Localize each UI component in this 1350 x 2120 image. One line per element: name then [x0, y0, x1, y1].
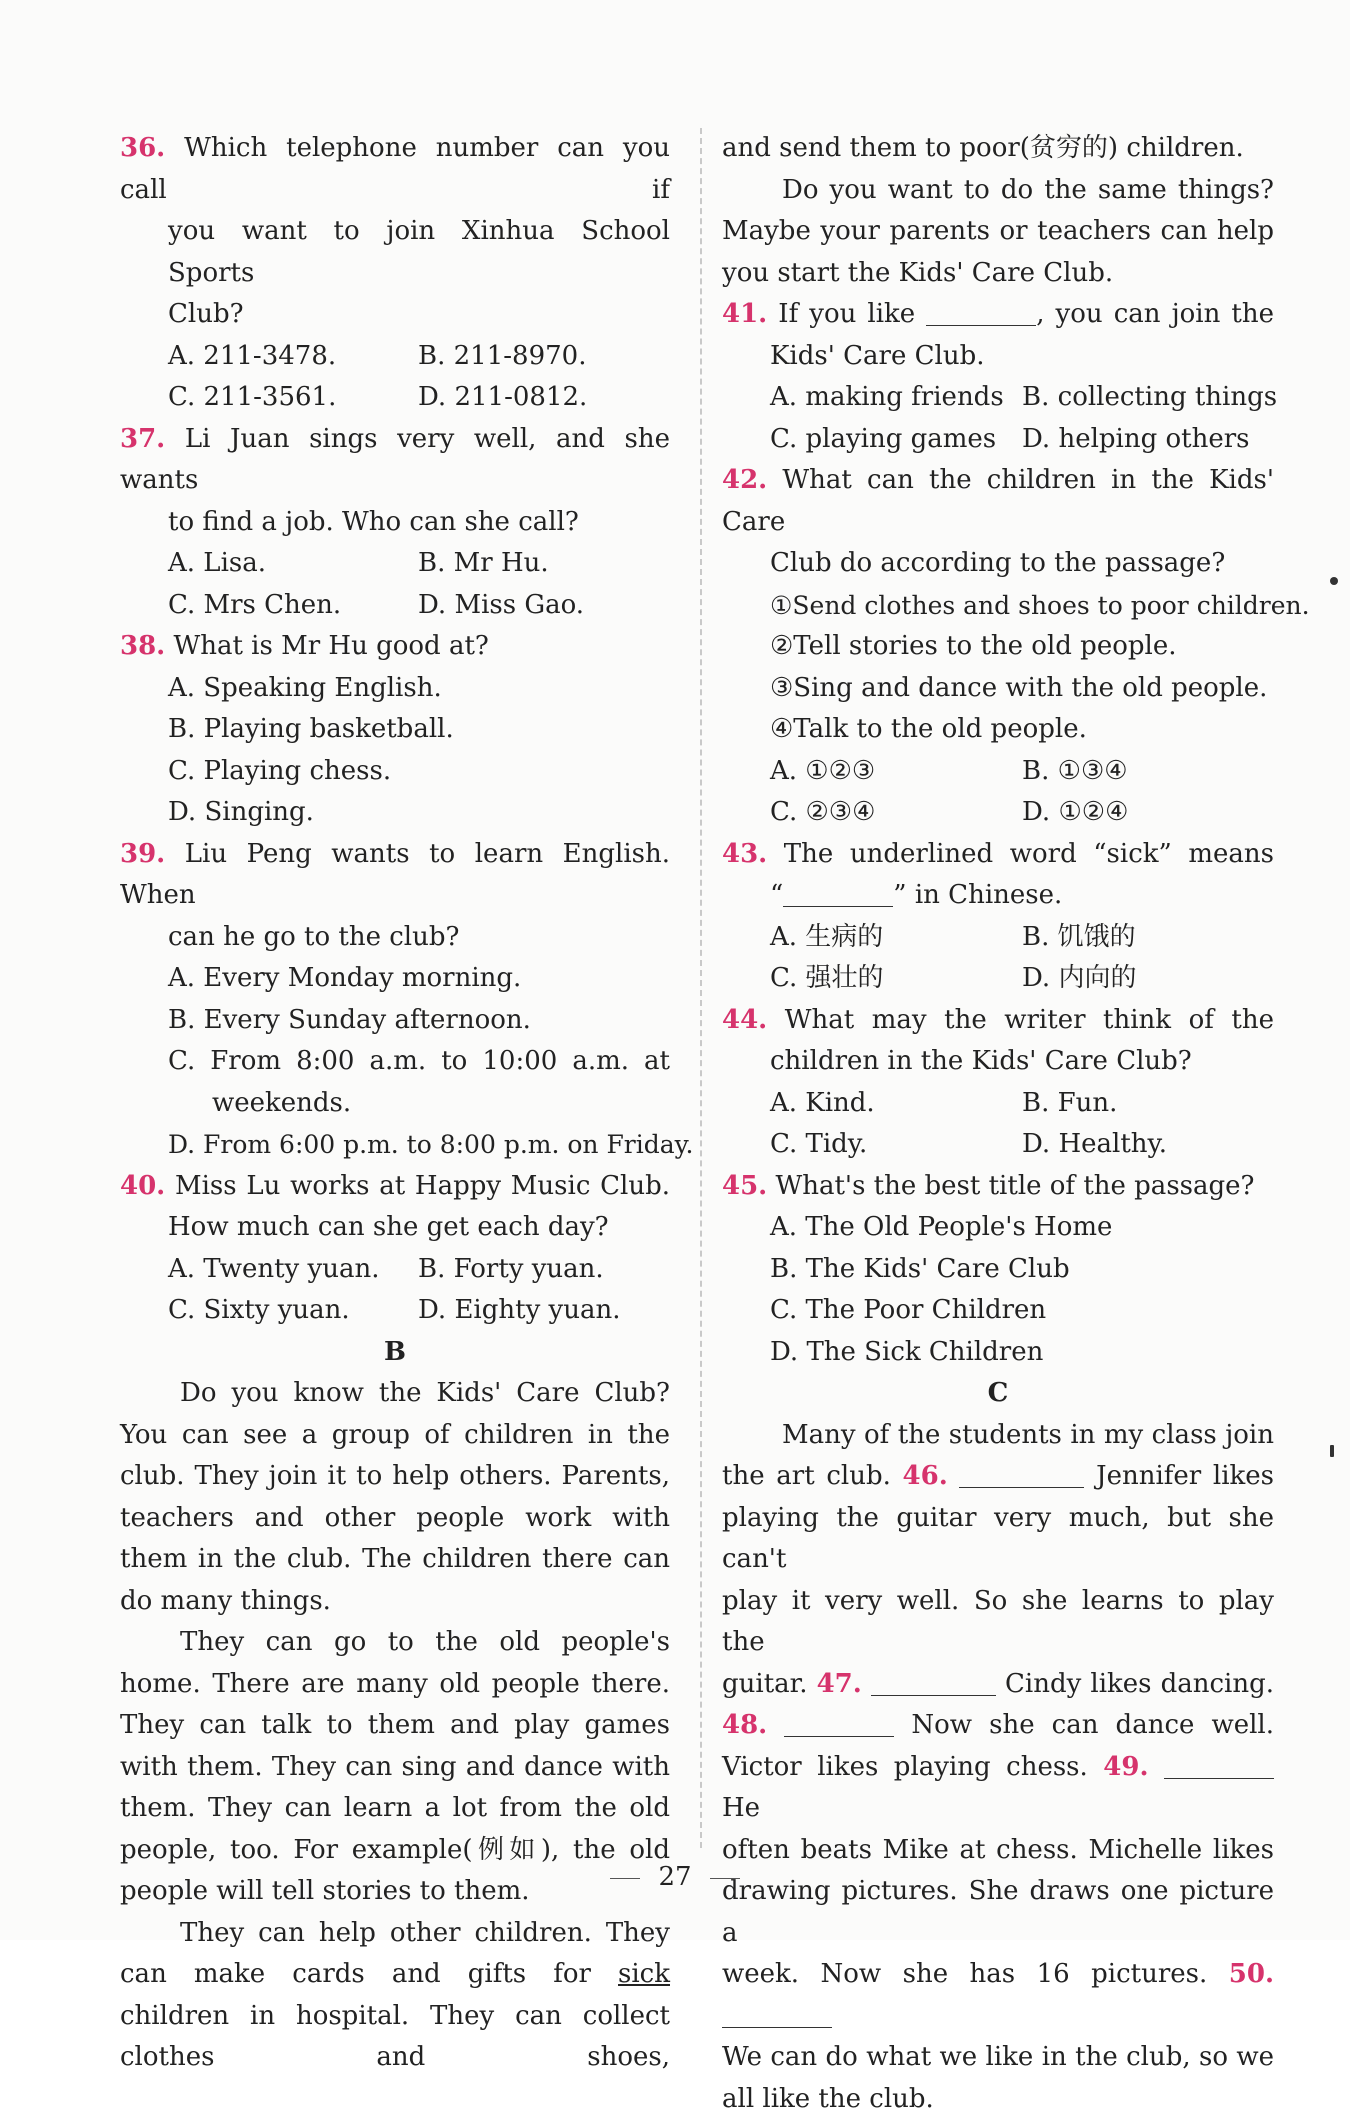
- option-c[interactable]: C. Playing chess.: [120, 751, 670, 793]
- passage-paragraph: Do you want to do the same things? Maybe your parents or teachers can help you start the Kids' Care Club.: [722, 170, 1274, 295]
- question-text: What is Mr Hu good at?: [174, 631, 489, 661]
- passage-text: the art club.: [722, 1461, 891, 1491]
- question-37: [120, 419, 670, 627]
- question-text: What's the best title of the passage?: [776, 1171, 1255, 1201]
- option-d[interactable]: D. From 6:00 p.m. to 8:00 p.m. on Friday.: [120, 1124, 670, 1166]
- question-number: 42.: [722, 465, 767, 495]
- question-text: , you can join the: [1036, 299, 1274, 329]
- question-number: 39.: [120, 839, 165, 869]
- option-d[interactable]: D. helping others: [1022, 419, 1274, 461]
- passage-text: Cindy likes dancing.: [1005, 1669, 1274, 1699]
- answer-blank-49[interactable]: [1164, 1752, 1274, 1779]
- question-text: Which telephone number can you call if: [120, 133, 670, 205]
- question-text: Club do according to the passage?: [722, 543, 1274, 585]
- passage-continued: and send them to poor(贫穷的) children.: [722, 128, 1274, 170]
- option-b[interactable]: B. Forty yuan.: [418, 1249, 668, 1291]
- option-a[interactable]: A. 211-3478.: [168, 336, 418, 378]
- section-heading-c: C: [722, 1373, 1274, 1415]
- option-d[interactable]: D. Miss Gao.: [418, 585, 668, 627]
- question-text: can he go to the club?: [120, 917, 670, 959]
- option-a[interactable]: A. making friends: [770, 377, 1022, 419]
- answer-blank[interactable]: [926, 299, 1036, 326]
- question-text: children in the Kids' Care Club?: [722, 1041, 1274, 1083]
- passage-text: Victor likes playing chess.: [722, 1752, 1088, 1782]
- passage-text: They can help other children. They can make cards and gifts for: [120, 1918, 670, 1990]
- blank-number-47: 47.: [817, 1669, 862, 1699]
- question-42: [722, 460, 1274, 834]
- passage-text: children in hospital. They can collect clothes and shoes,: [120, 2001, 670, 2073]
- question-number: 40.: [120, 1171, 165, 1201]
- answer-blank-50[interactable]: [722, 2001, 832, 2028]
- option-b[interactable]: B. Playing basketball.: [120, 709, 670, 751]
- option-b[interactable]: B. Fun.: [1022, 1083, 1274, 1125]
- column-divider: [700, 128, 702, 1848]
- statement-3: ③Sing and dance with the old people.: [722, 668, 1274, 710]
- option-d[interactable]: D. Eighty yuan.: [418, 1290, 668, 1332]
- option-c-continued: weekends.: [120, 1083, 670, 1125]
- underlined-word: sick: [618, 1959, 670, 1989]
- option-c[interactable]: C. ②③④: [770, 792, 1022, 834]
- answer-blank-48[interactable]: [784, 1710, 894, 1737]
- question-40: [120, 1166, 670, 1332]
- option-d[interactable]: D. 211-0812.: [418, 377, 668, 419]
- question-text: Miss Lu works at Happy Music Club.: [175, 1171, 670, 1201]
- question-36: [120, 128, 670, 419]
- option-d[interactable]: D. 内向的: [1022, 958, 1274, 1000]
- question-38: [120, 626, 670, 834]
- passage-paragraph: Do you know the Kids' Care Club? You can see a group of children in the club. They join it to help others. Parents, teachers and other people work with them in the club. The children there can do many things.: [120, 1373, 670, 1622]
- passage-text: Many of the students in my class join: [722, 1415, 1274, 1457]
- question-number: 37.: [120, 424, 165, 454]
- statement-2: ②Tell stories to the old people.: [722, 626, 1274, 668]
- passage-b: [120, 1373, 670, 2079]
- passage-text: We can do what we like in the club, so we: [722, 2037, 1274, 2079]
- blank-number-49: 49.: [1103, 1752, 1148, 1782]
- passage-text: guitar.: [722, 1669, 808, 1699]
- option-a[interactable]: A. Every Monday morning.: [120, 958, 670, 1000]
- option-b[interactable]: B. collecting things: [1022, 377, 1277, 419]
- question-text: How much can she get each day?: [120, 1207, 670, 1249]
- passage-text: He: [722, 1793, 760, 1823]
- question-text: Club?: [120, 294, 670, 336]
- question-text: to find a job. Who can she call?: [120, 502, 670, 544]
- question-text: If you like: [778, 299, 915, 329]
- option-c[interactable]: C. 211-3561.: [168, 377, 418, 419]
- option-b[interactable]: B. Mr Hu.: [418, 543, 668, 585]
- option-a[interactable]: A. The Old People's Home: [722, 1207, 1274, 1249]
- option-d[interactable]: D. Healthy.: [1022, 1124, 1274, 1166]
- left-column: [120, 128, 670, 2079]
- passage-text: all like the club.: [722, 2079, 1274, 2120]
- option-b[interactable]: B. ①③④: [1022, 751, 1274, 793]
- question-text: What can the children in the Kids' Care: [722, 465, 1274, 537]
- blank-number-46: 46.: [903, 1461, 948, 1491]
- blank-number-50: 50.: [1229, 1959, 1274, 1989]
- question-number: 45.: [722, 1171, 767, 1201]
- question-number: 43.: [722, 839, 767, 869]
- option-c[interactable]: C. playing games: [770, 419, 1022, 461]
- quote-mark: “: [770, 880, 783, 910]
- option-d[interactable]: D. ①②④: [1022, 792, 1274, 834]
- question-44: [722, 1000, 1274, 1166]
- option-a[interactable]: A. Lisa.: [168, 543, 418, 585]
- answer-blank-47[interactable]: [871, 1669, 996, 1696]
- option-c[interactable]: C. 强壮的: [770, 958, 1022, 1000]
- question-45: [722, 1166, 1274, 1374]
- page-number-footer: [0, 1862, 1350, 1892]
- footer-dash: [710, 1878, 740, 1879]
- passage-text: playing the guitar very much, but she can't: [722, 1498, 1274, 1581]
- option-c[interactable]: C. The Poor Children: [722, 1290, 1274, 1332]
- statement-4: ④Talk to the old people.: [722, 709, 1274, 751]
- question-43: [722, 834, 1274, 1000]
- option-b[interactable]: B. The Kids' Care Club: [722, 1249, 1274, 1291]
- option-d[interactable]: D. Singing.: [120, 792, 670, 834]
- question-number: 44.: [722, 1005, 767, 1035]
- question-text: Liu Peng wants to learn English. When: [120, 839, 670, 911]
- option-a[interactable]: A. Speaking English.: [120, 668, 670, 710]
- question-text: ” in Chinese.: [893, 880, 1062, 910]
- margin-mark: [1330, 577, 1338, 585]
- question-number: 38.: [120, 631, 165, 661]
- question-39: [120, 834, 670, 1166]
- question-text: The underlined word “sick” means: [784, 839, 1274, 869]
- page-number: 27: [658, 1862, 691, 1892]
- answer-blank-46[interactable]: [959, 1461, 1084, 1488]
- option-c[interactable]: C. Tidy.: [770, 1124, 1022, 1166]
- option-d[interactable]: D. The Sick Children: [722, 1332, 1274, 1374]
- blank-number-48: 48.: [722, 1710, 767, 1740]
- margin-mark: [1330, 1445, 1334, 1457]
- passage-paragraph: [120, 1913, 670, 2079]
- option-a[interactable]: A. 生病的: [770, 917, 1022, 959]
- question-text: you want to join Xinhua School Sports: [120, 211, 670, 294]
- option-b[interactable]: B. 饥饿的: [1022, 917, 1274, 959]
- section-heading-b: B: [120, 1332, 670, 1374]
- option-c[interactable]: C. Sixty yuan.: [168, 1290, 418, 1332]
- passage-c: [722, 1415, 1274, 2120]
- option-a[interactable]: A. Twenty yuan.: [168, 1249, 418, 1291]
- option-c[interactable]: C. Mrs Chen.: [168, 585, 418, 627]
- option-b[interactable]: B. 211-8970.: [418, 336, 668, 378]
- question-text: Kids' Care Club.: [722, 336, 1274, 378]
- option-b[interactable]: B. Every Sunday afternoon.: [120, 1000, 670, 1042]
- statement-1: ①Send clothes and shoes to poor children.: [722, 585, 1274, 627]
- option-c[interactable]: C. From 8:00 a.m. to 10:00 a.m. at: [120, 1041, 670, 1083]
- option-a[interactable]: A. ①②③: [770, 751, 1022, 793]
- question-41: [722, 294, 1274, 460]
- passage-text: drawing pictures. She draws one picture a: [722, 1871, 1274, 1954]
- question-text: Li Juan sings very well, and she wants: [120, 424, 670, 496]
- footer-dash: [610, 1878, 640, 1879]
- passage-paragraph: They can go to the old people's home. There are many old people there. They can talk to them and play games with them. They can sing and dance with them. They can learn a lot from the old people, too. For example(例如), the old people will tell stories to them.: [120, 1622, 670, 1913]
- question-number: 36.: [120, 133, 165, 163]
- question-number: 41.: [722, 299, 767, 329]
- passage-text: play it very well. So she learns to play the: [722, 1581, 1274, 1664]
- passage-text: often beats Mike at chess. Michelle likes: [722, 1830, 1274, 1872]
- right-column: [722, 128, 1274, 2120]
- passage-text: Now she can dance well.: [911, 1710, 1274, 1740]
- option-a[interactable]: A. Kind.: [770, 1083, 1022, 1125]
- passage-text: week. Now she has 16 pictures.: [722, 1959, 1207, 1989]
- question-text: What may the writer think of the: [785, 1005, 1274, 1035]
- answer-blank[interactable]: [783, 880, 893, 907]
- passage-text: Jennifer likes: [1096, 1461, 1274, 1491]
